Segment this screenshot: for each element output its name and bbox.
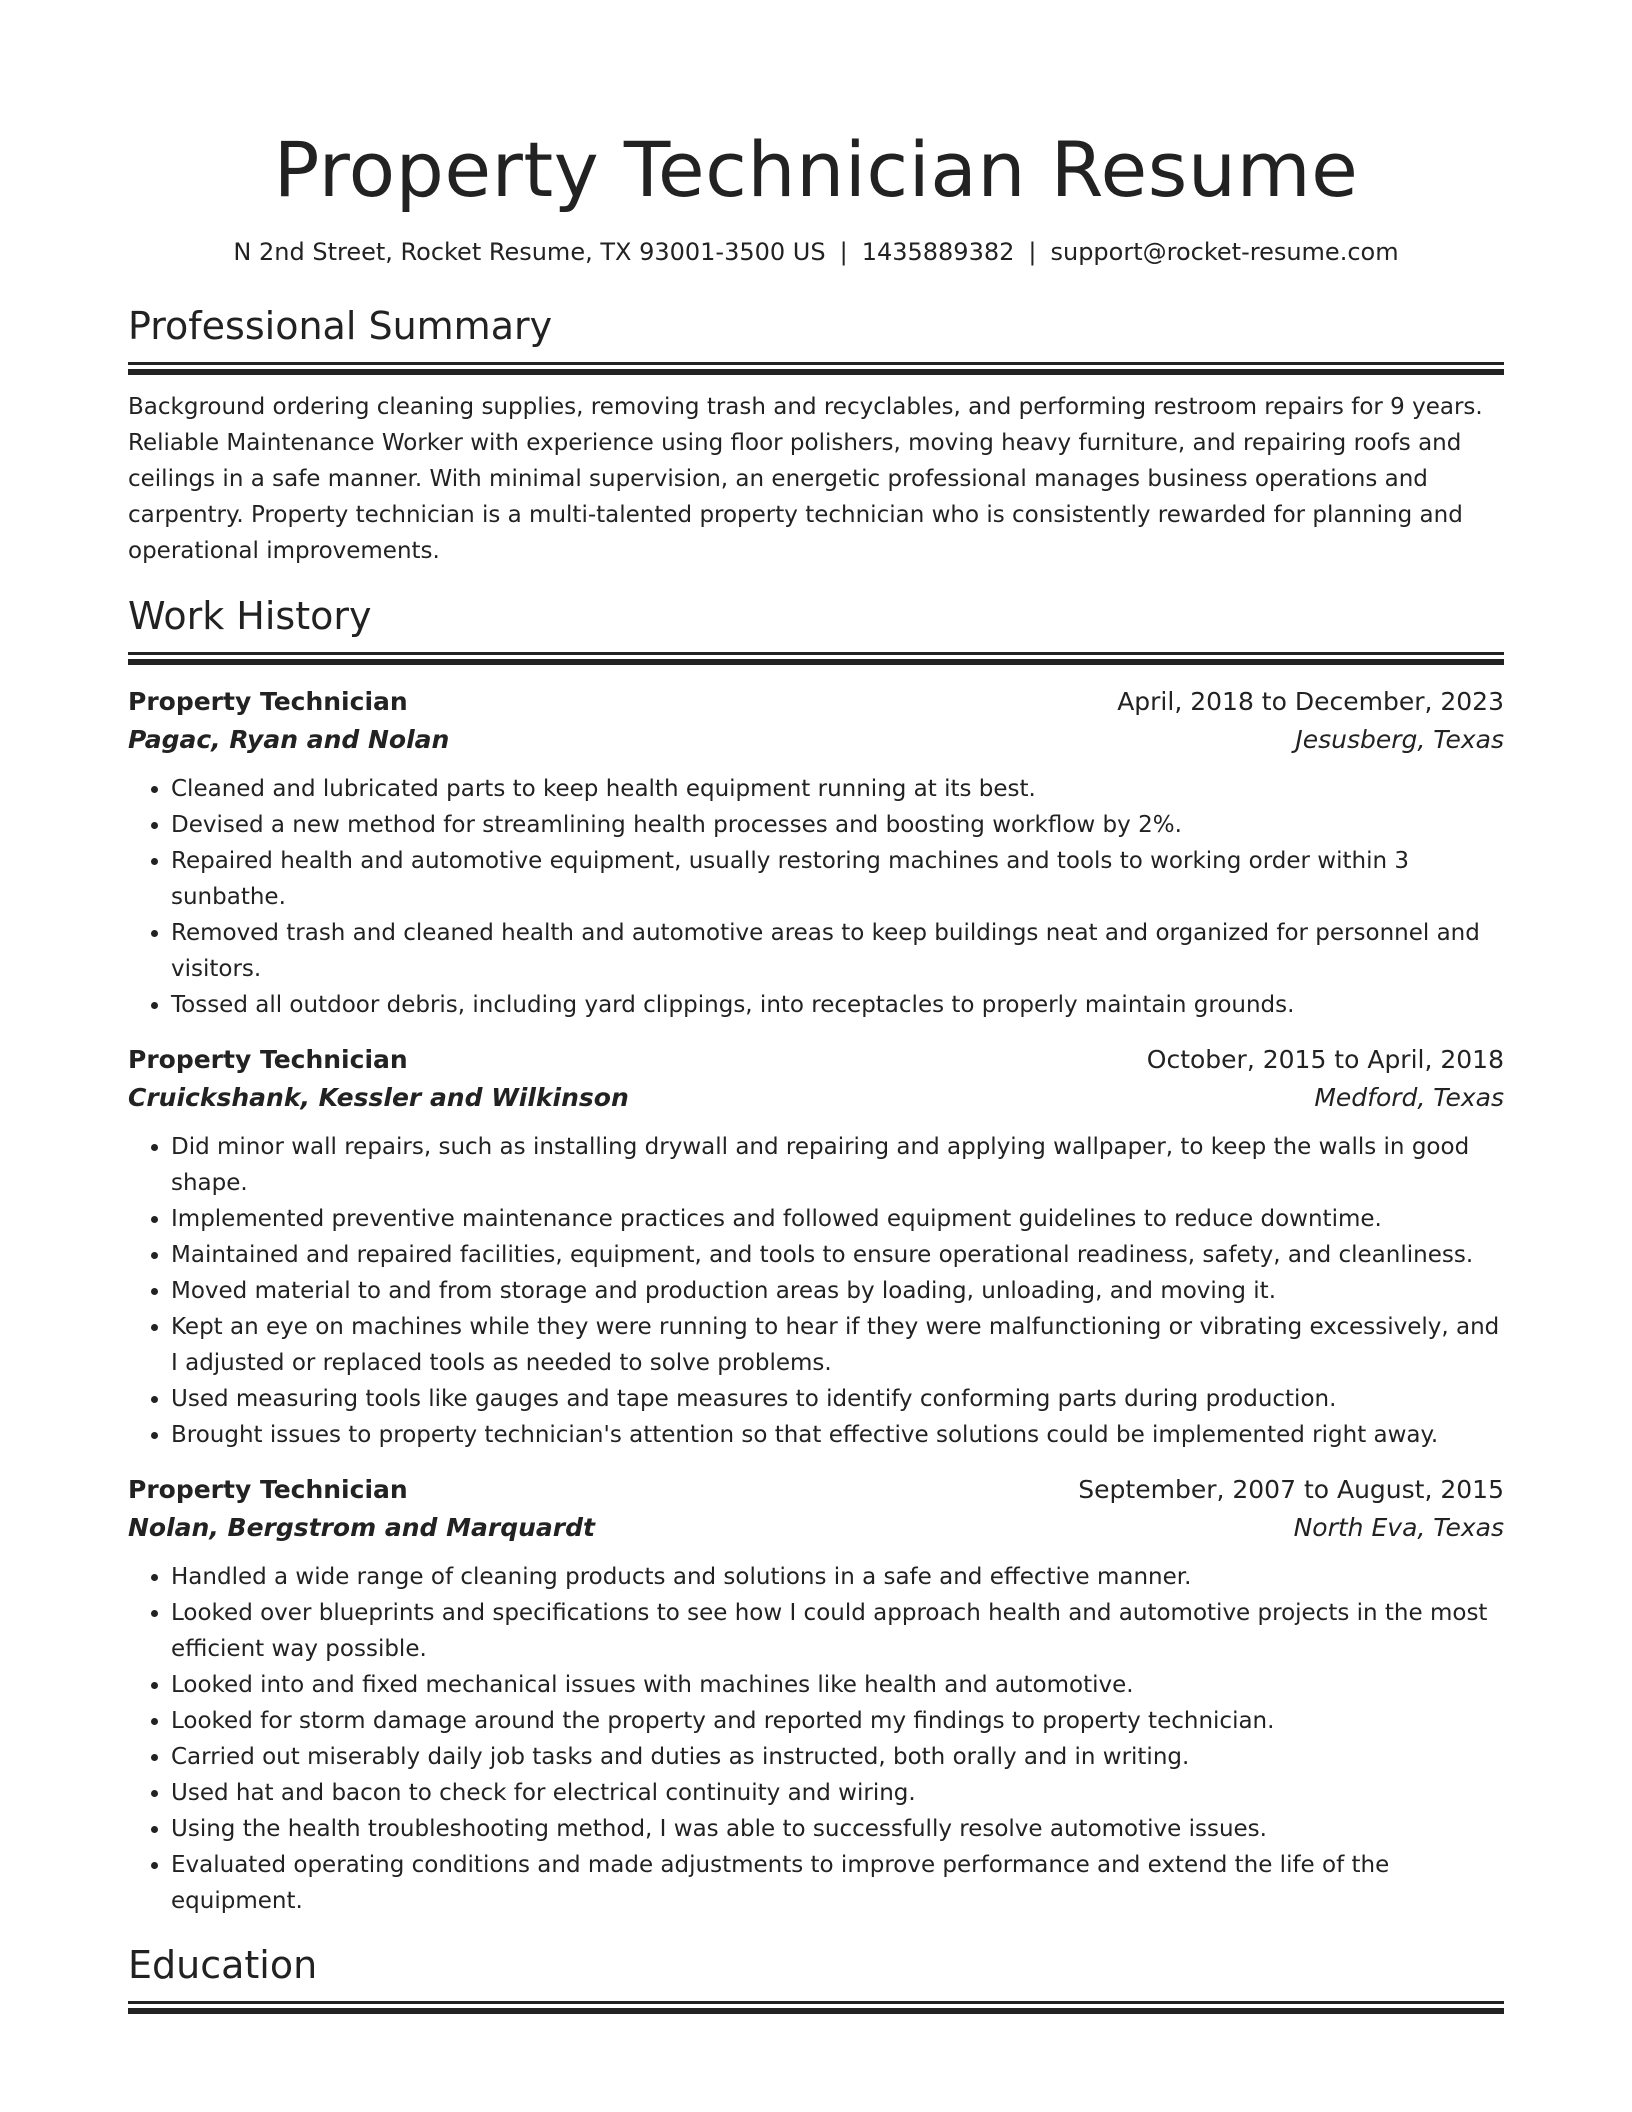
jobs-list [128, 683, 1504, 1919]
section-heading-education: Education [128, 1943, 318, 1987]
job-company: Cruickshank, Kessler and Wilkinson [128, 1083, 629, 1112]
job-duty-item: • Handled a wide range of cleaning products and solutions in a safe and effective manner. [171, 1559, 1504, 1595]
job-subheader-row [128, 1509, 1504, 1547]
section-heading-work-history: Work History [128, 594, 372, 638]
job-title: Property Technician [128, 1045, 408, 1074]
job-header-row [128, 683, 1504, 721]
work-history-section [128, 592, 1504, 1919]
section-divider-thick [128, 659, 1504, 665]
job-duty-item: • Moved material to and from storage and production areas by loading, unloading, and moving it. [171, 1273, 1504, 1309]
section-divider-thick [128, 369, 1504, 375]
job-duty-item: • Removed trash and cleaned health and automotive areas to keep buildings neat and organized for personnel and visitors. [171, 915, 1504, 987]
job-duty-item: • Carried out miserably daily job tasks and duties as instructed, both orally and in writing. [171, 1739, 1504, 1775]
contact-address: N 2nd Street, Rocket Resume, TX 93001-3500 US [233, 238, 826, 266]
job-duty-item: • Devised a new method for streamlining health processes and boosting workflow by 2%. [171, 807, 1504, 843]
job-entry [128, 1041, 1504, 1453]
job-header-row [128, 1041, 1504, 1079]
job-duties-list [128, 771, 1504, 1023]
job-dates: April, 2018 to December, 2023 [1117, 687, 1504, 716]
contact-phone: 1435889382 [861, 238, 1015, 266]
contact-line [128, 236, 1504, 268]
job-duty-item: • Did minor wall repairs, such as installing drywall and repairing and applying wallpaper, to keep the walls in good shape. [171, 1129, 1504, 1201]
job-duty-item: • Looked into and fixed mechanical issues with machines like health and automotive. [171, 1667, 1504, 1703]
job-title: Property Technician [128, 687, 408, 716]
summary-text: Background ordering cleaning supplies, removing trash and recyclables, and performing restroom repairs for 9 years. Reliable Maintenance Worker with experience using floor polishers, moving heavy furniture, and repairing roofs and ceilings in a safe manner. With minimal supervision, an energetic professional manages business operations and carpentry. Property technician is a multi-talented property technician who is consistently rewarded for planning and operational improvements. [128, 394, 1483, 564]
contact-separator: | [839, 238, 848, 266]
job-duty-item: • Used hat and bacon to check for electrical continuity and wiring. [171, 1775, 1504, 1811]
job-duties-list [128, 1129, 1504, 1453]
resume-title: Property Technician Resume [273, 125, 1359, 214]
job-subheader-row [128, 1079, 1504, 1117]
job-location: Medford, Texas [1314, 1083, 1504, 1112]
section-divider-thick [128, 2008, 1504, 2014]
section-divider [128, 362, 1504, 365]
contact-separator: | [1028, 238, 1037, 266]
job-header-row [128, 1471, 1504, 1509]
job-duty-item: • Evaluated operating conditions and made adjustments to improve performance and extend the life of the equipment. [171, 1847, 1504, 1919]
job-duty-item: • Brought issues to property technician's attention so that effective solutions could be implemented right away. [171, 1417, 1504, 1453]
job-duty-item: • Looked for storm damage around the property and reported my findings to property technician. [171, 1703, 1504, 1739]
professional-summary-section [128, 302, 1504, 569]
job-company: Nolan, Bergstrom and Marquardt [128, 1513, 595, 1542]
job-duty-item: • Looked over blueprints and specifications to see how I could approach health and automotive projects in the most efficient way possible. [171, 1595, 1504, 1667]
job-dates: September, 2007 to August, 2015 [1078, 1475, 1504, 1504]
section-divider [128, 652, 1504, 655]
job-dates: October, 2015 to April, 2018 [1146, 1045, 1504, 1074]
job-duties-list [128, 1559, 1504, 1919]
job-subheader-row [128, 721, 1504, 759]
job-duty-item: • Used measuring tools like gauges and tape measures to identify conforming parts during production. [171, 1381, 1504, 1417]
job-duty-item: • Maintained and repaired facilities, equipment, and tools to ensure operational readiness, safety, and cleanliness. [171, 1237, 1504, 1273]
job-duty-item: • Using the health troubleshooting method, I was able to successfully resolve automotive issues. [171, 1811, 1504, 1847]
job-title: Property Technician [128, 1475, 408, 1504]
section-divider [128, 2001, 1504, 2004]
education-section [128, 1941, 1504, 2014]
job-location: Jesusberg, Texas [1295, 725, 1504, 754]
job-duty-item: • Cleaned and lubricated parts to keep health equipment running at its best. [171, 771, 1504, 807]
contact-email: support@rocket-resume.com [1050, 238, 1399, 266]
job-duty-item: • Repaired health and automotive equipment, usually restoring machines and tools to working order within 3 sunbathe. [171, 843, 1504, 915]
job-entry [128, 1471, 1504, 1919]
resume-page [128, 0, 1504, 2014]
job-company: Pagac, Ryan and Nolan [128, 725, 450, 754]
job-duty-item: • Kept an eye on machines while they were running to hear if they were malfunctioning or vibrating excessively, and I adjusted or replaced tools as needed to solve problems. [171, 1309, 1504, 1381]
job-duty-item: • Implemented preventive maintenance practices and followed equipment guidelines to reduce downtime. [171, 1201, 1504, 1237]
job-entry [128, 683, 1504, 1023]
job-duty-item: • Tossed all outdoor debris, including yard clippings, into receptacles to properly maintain grounds. [171, 987, 1504, 1023]
job-location: North Eva, Texas [1293, 1513, 1504, 1542]
section-heading-summary: Professional Summary [128, 304, 553, 348]
